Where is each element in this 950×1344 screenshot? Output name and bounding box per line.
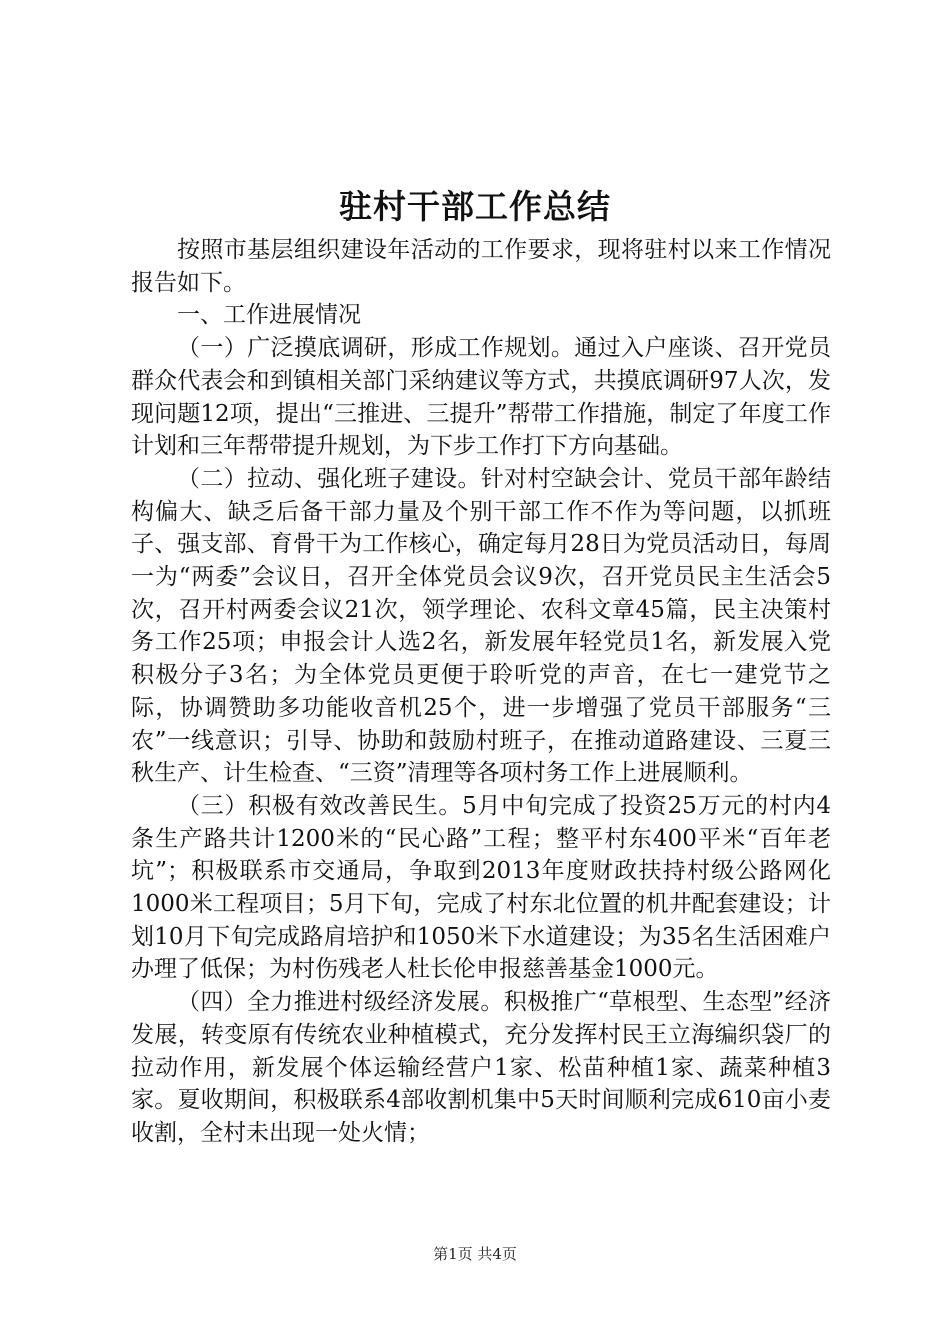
paragraph-livelihood: （三）积极有效改善民生。5月中旬完成了投资25万元的村内4条生产路共计1200米的“民心路”工程；整平村东400平米“百年老坑”；积极联系市交通局，争取到2013年度财政扶持村级公路网化1000米工程项目；5月下旬，完成了村东北位置的机井配套建设；计划10月下旬完成路肩培护和1050米下水道建设；为35名生活困难户办理了低保；为村伤残老人杜长伦申报慈善基金1000元。 <box>131 792 831 983</box>
paragraph-team-building: （二）拉动、强化班子建设。针对村空缺会计、党员干部年龄结构偏大、缺乏后备干部力量及个别干部工作不作为等问题，以抓班子、强支部、育骨干为工作核心，确定每月28日为党员活动日，每周一为“两委”会议日，召开全体党员会议9次，召开党员民主生活会5次，召开村两委会议21次，领学理论、农科文章45篇，民主决策村务工作25项；申报会计人选2名，新发展年轻党员1名，新发展入党积极分子3名；为全体党员更便于聆听党的声音，在七一建党节之际，协调赞助多功能收音机25个，进一步增强了党员干部服务“三农”一线意识；引导、协助和鼓励村班子，在推动道路建设、三夏三秋生产、计生检查、“三资”清理等各项村务工作上进展顺利。 <box>131 465 831 787</box>
paragraph-survey: （一）广泛摸底调研，形成工作规划。通过入户座谈、召开党员群众代表会和到镇相关部门采纳建议等方式，共摸底调研97人次，发现问题12项，提出“三推进、三提升”帮带工作措施，制定了年度工作计划和三年帮带提升规划，为下步工作打下方向基础。 <box>131 335 831 460</box>
document-title: 驻村干部工作总结 <box>339 187 611 226</box>
page-footer: 第1页 共4页 <box>433 1245 517 1263</box>
section-heading: 一、工作进展情况 <box>177 302 361 329</box>
paragraph-intro: 按照市基层组织建设年活动的工作要求，现将驻村以来工作情况报告如下。 <box>131 237 831 296</box>
paragraph-economy: （四）全力推进村级经济发展。积极推广“草根型、生态型”经济发展，转变原有传统农业种植模式，充分发挥村民王立海编织袋厂的拉动作用，新发展个体运输经营户1家、松苗种植1家、蔬菜种植3家。夏收期间，积极联系4部收割机集中5天时间顺利完成610亩小麦收割，全村未出现一处火情； <box>131 989 831 1146</box>
document-body <box>131 234 831 1150</box>
